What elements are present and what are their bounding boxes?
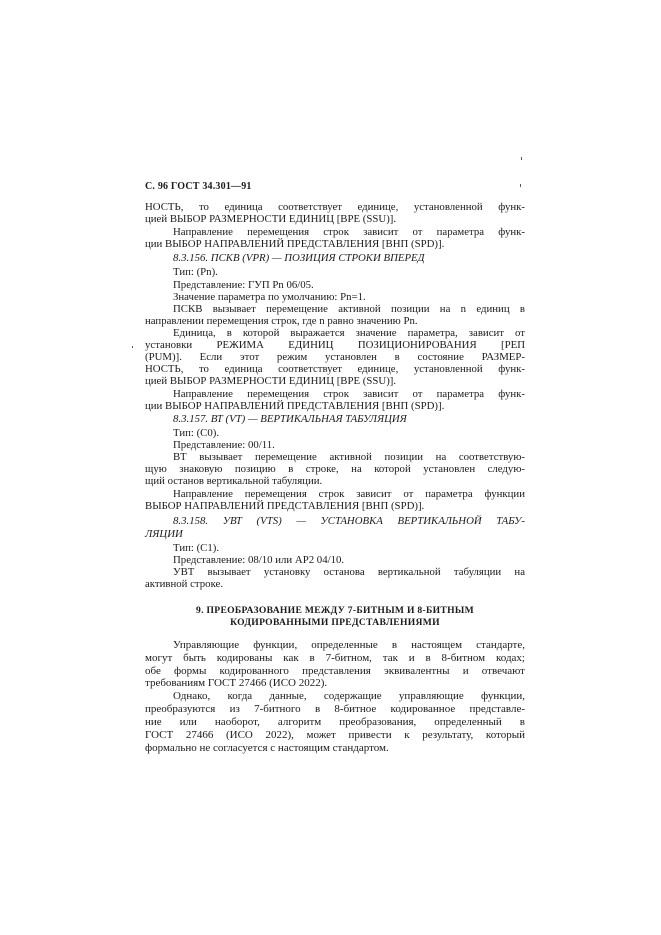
section-8-3-158-title-cont: ЛЯЦИИ	[145, 528, 183, 540]
text-line: Направление перемещения строк зависит от параметра функ-	[173, 388, 525, 400]
text-line: Единица, в которой выражается значение параметра, зависит от	[173, 327, 525, 339]
text-line: НОСТЬ, то единица соответствует единице, установленной функ-	[145, 363, 525, 375]
text-line: формально не согласуется с настоящим стандартом.	[145, 742, 389, 754]
text-line: обе формы кодированного представления эквивалентны и отвечают	[145, 665, 525, 677]
text-line: ции ВЫБОР НАПРАВЛЕНИЙ ПРЕДСТАВЛЕНИЯ [ВНП (SPD)].	[145, 238, 445, 250]
text-line: ПСКВ вызывает перемещение активной позиции на n единиц в	[173, 303, 525, 315]
text-line: ГОСТ 27466 (ИСО 2022), может привести к результату, который	[145, 729, 525, 741]
section-8-3-156-title: 8.3.156. ПСКВ (VPR) — ПОЗИЦИЯ СТРОКИ ВПЕРЕД	[173, 252, 425, 264]
text-line: УВТ вызывает установку останова вертикальной табуляции на	[173, 566, 525, 578]
text-line: установки РЕЖИМА ЕДИНИЦ ПОЗИЦИОНИРОВАНИЯ [РЕП	[145, 339, 525, 351]
page-header: С. 96 ГОСТ 34.301—91	[145, 181, 252, 192]
text-line: направлении перемещения строк, где n равно значению Pn.	[145, 315, 418, 327]
scan-speck	[520, 184, 521, 187]
text-line: цией ВЫБОР РАЗМЕРНОСТИ ЕДИНИЦ [ВРЕ (SSU)].	[145, 375, 397, 387]
scan-speck	[521, 157, 522, 160]
text-line: могут быть кодированы как в 7-битном, так и в 8-битном кодах;	[145, 652, 525, 664]
text-line: Направление перемещения строк зависит от параметра функции	[173, 488, 525, 500]
text-line: Управляющие функции, определенные в настоящем стандарте,	[173, 639, 525, 651]
text-line: щую знаковую позицию в строке, на которой установлен следую-	[145, 463, 525, 475]
text-line: Однако, когда данные, содержащие управляющие функции,	[173, 690, 525, 702]
text-line: Представление: 00/11.	[173, 439, 275, 451]
text-line: (PUM)]. Если этот режим установлен в состояние РАЗМЕР-	[145, 351, 525, 363]
text-line: ции ВЫБОР НАПРАВЛЕНИЙ ПРЕДСТАВЛЕНИЯ [ВНП (SPD)].	[145, 400, 445, 412]
text-line: Значение параметра по умолчанию: Pn=1.	[173, 291, 366, 303]
section-8-3-157-title: 8.3.157. ВТ (VT) — ВЕРТИКАЛЬНАЯ ТАБУЛЯЦИЯ	[173, 413, 407, 425]
text-line: цией ВЫБОР РАЗМЕРНОСТИ ЕДИНИЦ [ВРЕ (SSU)].	[145, 213, 397, 225]
text-line: Тип: (C1).	[173, 542, 220, 554]
section-9-heading-line-2: КОДИРОВАННЫМИ ПРЕДСТАВЛЕНИЯМИ	[230, 617, 440, 628]
section-9-heading-line-1: 9. ПРЕОБРАЗОВАНИЕ МЕЖДУ 7-БИТНЫМ И 8-БИТНЫМ	[196, 605, 474, 616]
text-line: НОСТЬ, то единица соответствует единице, установленной функ-	[145, 201, 525, 213]
section-8-3-158-title: 8.3.158. УВТ (VTS) — УСТАНОВКА ВЕРТИКАЛЬНОЙ ТАБУ-	[173, 515, 525, 527]
text-line: ВЫБОР НАПРАВЛЕНИЙ ПРЕДСТАВЛЕНИЯ [ВНП (SPD)].	[145, 500, 425, 512]
text-line: ВТ вызывает перемещение активной позиции на соответствую-	[173, 451, 525, 463]
text-line: Тип: (C0).	[173, 427, 220, 439]
text-line: преобразуются из 7-битного в 8-битное кодированное представле-	[145, 703, 525, 715]
text-line: щий останов вертикальной табуляции.	[145, 475, 323, 487]
text-line: Представление: ГУП Pn 06/05.	[173, 279, 314, 291]
scan-speck	[132, 346, 133, 348]
text-line: требованиям ГОСТ 27466 (ИСО 2022).	[145, 677, 328, 689]
text-line: ние или наоборот, алгоритм преобразования, определенный в	[145, 716, 525, 728]
text-line: Тип: (Pn).	[173, 266, 218, 278]
text-line: активной строке.	[145, 578, 224, 590]
text-line: Представление: 08/10 или АР2 04/10.	[173, 554, 345, 566]
text-line: Направление перемещения строк зависит от параметра функ-	[173, 226, 525, 238]
